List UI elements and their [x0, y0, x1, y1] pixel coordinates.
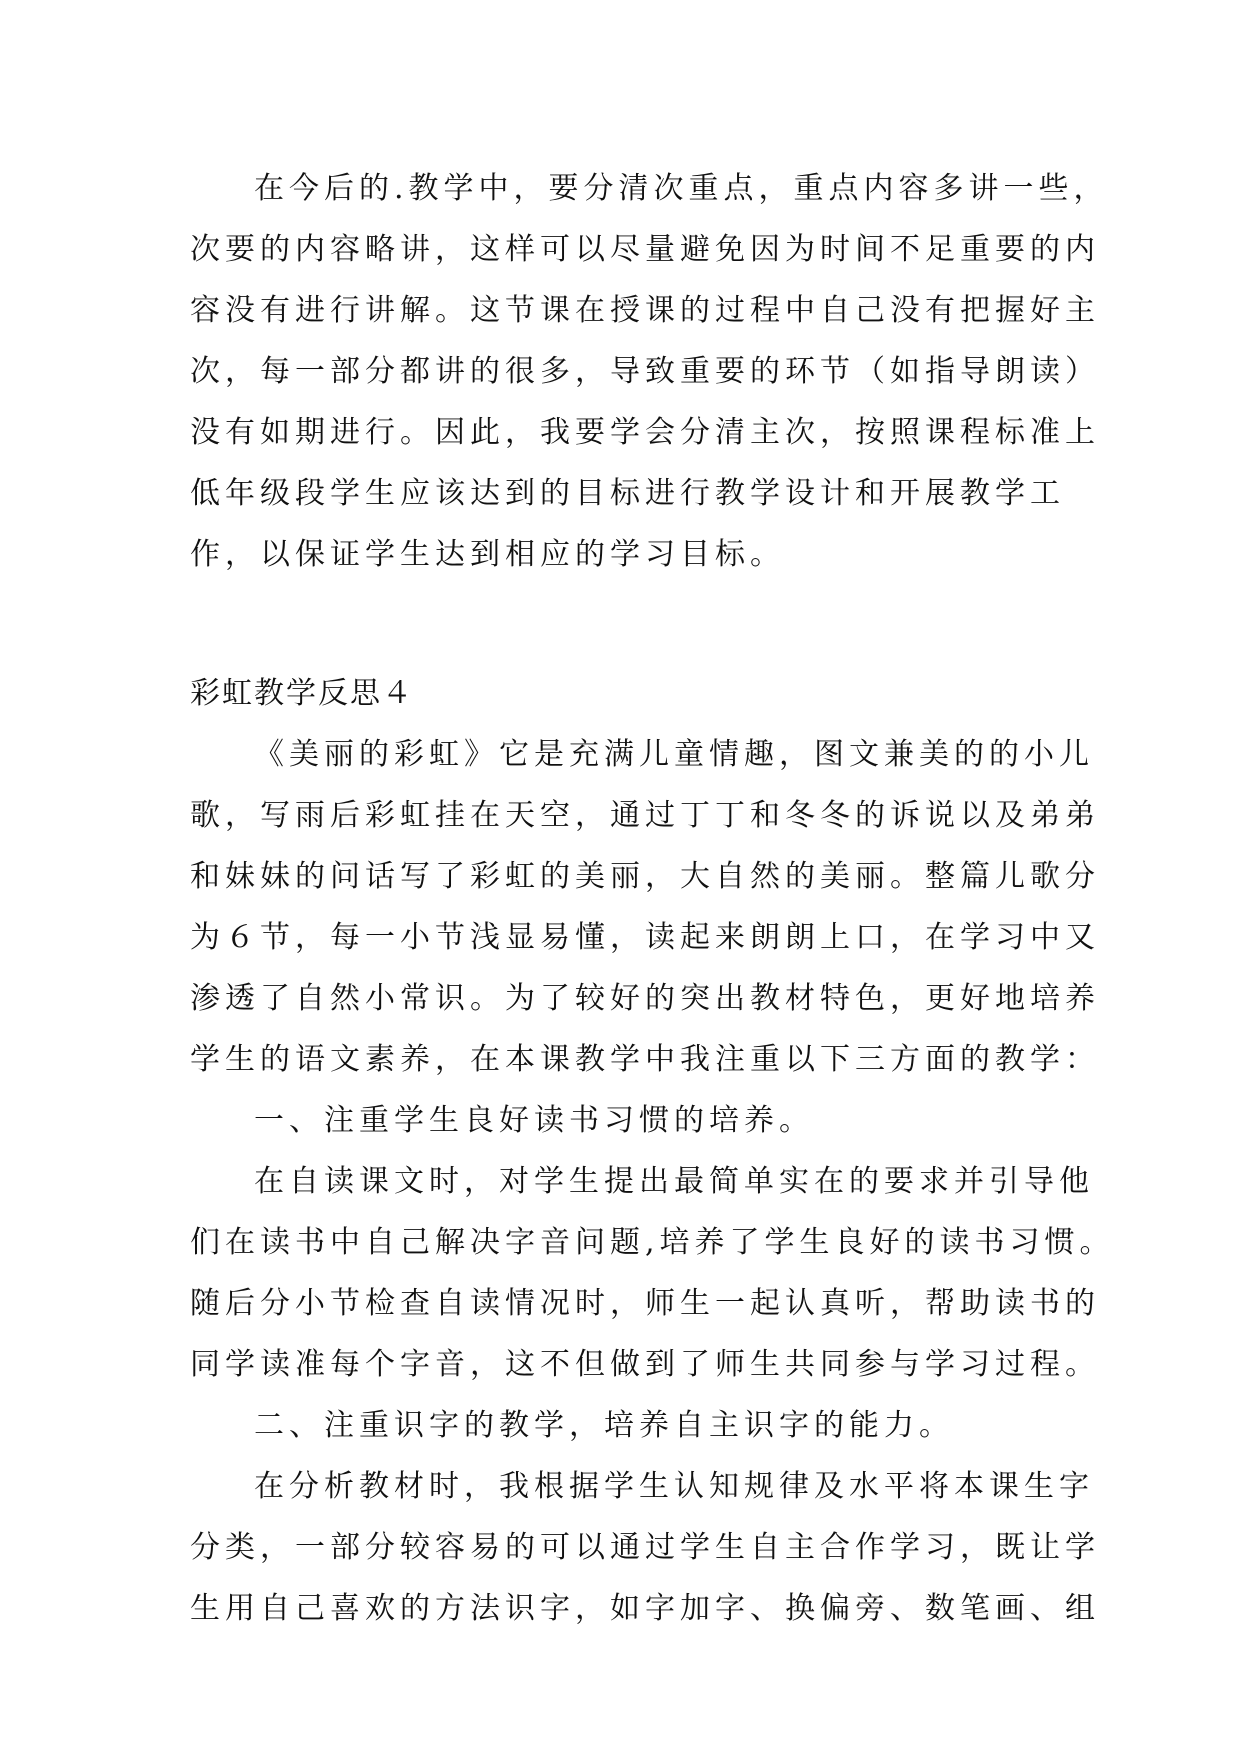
paragraph-4 [190, 1456, 1100, 1639]
paragraph-line: 分类，一部分较容易的可以通过学生自主合作学习，既让学 [190, 1530, 1100, 1565]
paragraph-line: 随后分小节检查自读情况时，师生一起认真听，帮助读书的 [190, 1286, 1100, 1321]
paragraph-line: 学生的语文素养，在本课教学中我注重以下三方面的教学： [190, 1042, 1100, 1077]
paragraph-line: 在分析教材时，我根据学生认知规律及水平将本课生字 [254, 1469, 1094, 1504]
paragraph-line: 为６节，每一小节浅显易懂，读起来朗朗上口，在学习中又 [190, 920, 1100, 955]
paragraph-line: 没有如期进行。因此，我要学会分清主次，按照课程标准上 [190, 415, 1100, 450]
point-2-heading: 二、注重识字的教学，培养自主识字的能力。 [254, 1408, 954, 1443]
paragraph-line: 次要的内容略讲，这样可以尽量避免因为时间不足重要的内 [190, 232, 1100, 267]
paragraph-3 [190, 1151, 1115, 1395]
paragraph-line: 们在读书中自己解决字音问题,培养了学生良好的读书习惯。 [190, 1225, 1115, 1260]
paragraph-line: 歌，写雨后彩虹挂在天空，通过丁丁和冬冬的诉说以及弟弟 [190, 798, 1100, 833]
paragraph-line: 和妹妹的问话写了彩虹的美丽，大自然的美丽。整篇儿歌分 [190, 859, 1100, 894]
paragraph-line: 在今后的.教学中，要分清次重点，重点内容多讲一些， [254, 171, 1109, 206]
paragraph-line: 容没有进行讲解。这节课在授课的过程中自己没有把握好主 [190, 293, 1100, 328]
paragraph-line: 次，每一部分都讲的很多，导致重要的环节（如指导朗读） [190, 354, 1100, 389]
paragraph-line: 渗透了自然小常识。为了较好的突出教材特色，更好地培养 [190, 981, 1100, 1016]
paragraph-line: 在自读课文时，对学生提出最简单实在的要求并引导他 [254, 1164, 1094, 1199]
paragraph-line: 生用自己喜欢的方法识字，如字加字、换偏旁、数笔画、组 [190, 1591, 1100, 1626]
section-heading: 彩虹教学反思４ [190, 676, 414, 711]
paragraph-line: 同学读准每个字音，这不但做到了师生共同参与学习过程。 [190, 1347, 1100, 1382]
paragraph-line: 《美丽的彩虹》它是充满儿童情趣，图文兼美的的小儿 [254, 737, 1094, 772]
document-body [190, 158, 1115, 1639]
point-1-heading: 一、注重学生良好读书习惯的培养。 [254, 1103, 814, 1138]
paragraph-1 [190, 158, 1109, 585]
section-spacer [190, 585, 1070, 663]
paragraph-line: 低年级段学生应该达到的目标进行教学设计和开展教学工 [190, 476, 1065, 511]
paragraph-line: 作，以保证学生达到相应的学习目标。 [190, 537, 785, 572]
paragraph-2 [190, 724, 1100, 1090]
